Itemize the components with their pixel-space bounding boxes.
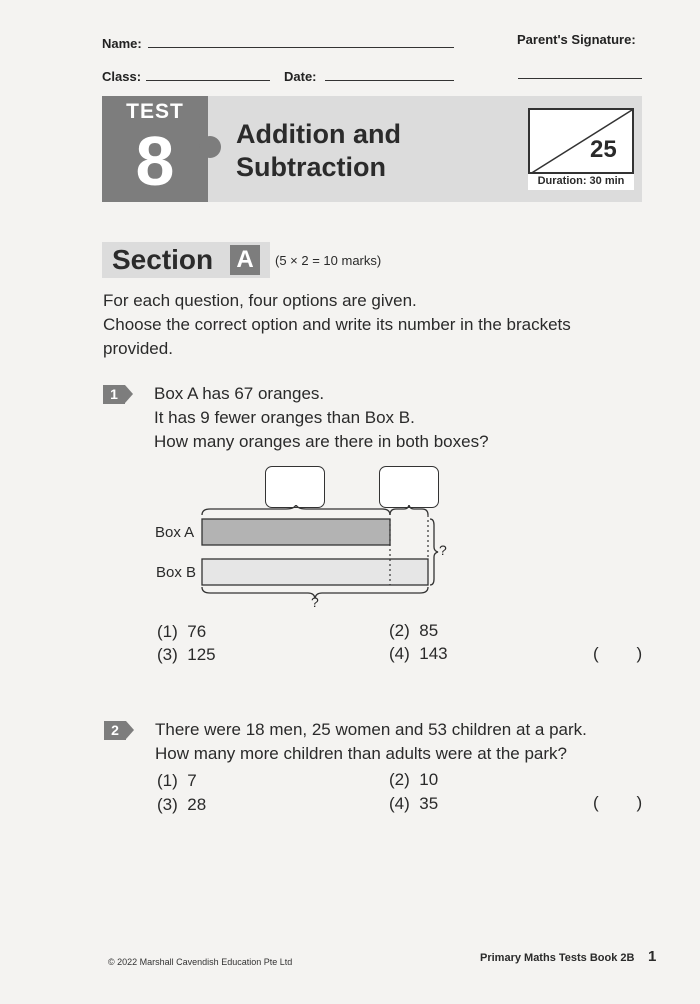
option-value: 28 bbox=[187, 795, 207, 814]
option-value: 76 bbox=[187, 622, 207, 641]
option-value: 35 bbox=[419, 794, 439, 813]
option-value: 125 bbox=[187, 645, 216, 664]
test-label: TEST bbox=[126, 100, 184, 123]
total-marks: 25 bbox=[590, 136, 617, 163]
instructions bbox=[103, 289, 571, 361]
question-line: There were 18 men, 25 women and 53 children at a park. bbox=[155, 720, 587, 739]
section-marks: (5 × 2 = 10 marks) bbox=[275, 253, 382, 268]
option-label: (1) bbox=[157, 622, 178, 641]
bar-question-right: ? bbox=[439, 542, 447, 558]
option-3[interactable] bbox=[157, 795, 206, 815]
option-1[interactable] bbox=[157, 771, 197, 791]
option-4[interactable] bbox=[389, 794, 438, 814]
answer-bracket[interactable]: ( ) bbox=[593, 793, 643, 812]
brace-right bbox=[430, 519, 438, 585]
copyright-text: © 2022 Marshall Cavendish Education Pte Ltd bbox=[108, 957, 293, 967]
date-field[interactable] bbox=[325, 80, 454, 81]
question-line: It has 9 fewer oranges than Box B. bbox=[154, 408, 415, 427]
name-label: Name: bbox=[102, 36, 142, 51]
section-letter: A bbox=[230, 245, 260, 275]
option-value: 7 bbox=[187, 771, 197, 790]
option-value: 143 bbox=[419, 644, 448, 663]
question-line: Box A has 67 oranges. bbox=[154, 384, 325, 403]
option-3[interactable] bbox=[157, 645, 216, 665]
instruction-line: For each question, four options are given. bbox=[103, 291, 417, 310]
bar-box-a bbox=[202, 519, 390, 545]
test-title-line1: Addition and bbox=[236, 119, 401, 149]
signature-field[interactable] bbox=[518, 78, 642, 79]
question-line: How many more children than adults were at the park? bbox=[155, 744, 567, 763]
bar-model-diagram bbox=[150, 505, 470, 615]
test-title-line2: Subtraction bbox=[236, 152, 387, 182]
option-4[interactable] bbox=[389, 644, 448, 664]
section-word: Section bbox=[112, 244, 214, 275]
question-number-badge: 1 bbox=[103, 385, 125, 404]
instruction-line: provided. bbox=[103, 339, 173, 358]
bar-box-b bbox=[202, 559, 428, 585]
option-2[interactable] bbox=[389, 621, 438, 641]
option-1[interactable] bbox=[157, 622, 206, 642]
signature-label: Parent's Signature: bbox=[517, 32, 636, 47]
answer-box-left[interactable] bbox=[265, 466, 325, 508]
brace-difference bbox=[390, 505, 428, 515]
question-number-badge: 2 bbox=[104, 721, 126, 740]
option-value: 85 bbox=[419, 621, 439, 640]
option-label: (3) bbox=[157, 795, 178, 814]
duration-label: Duration: 30 min bbox=[528, 172, 634, 190]
instruction-line: Choose the correct option and write its number in the brackets bbox=[103, 315, 571, 334]
name-field[interactable] bbox=[148, 47, 454, 48]
option-label: (4) bbox=[389, 644, 410, 663]
bar-label-box-b: Box B bbox=[156, 564, 197, 581]
option-label: (2) bbox=[389, 621, 410, 640]
option-label: (1) bbox=[157, 771, 178, 790]
option-2[interactable] bbox=[389, 770, 438, 790]
book-title: Primary Maths Tests Book 2B bbox=[480, 952, 635, 964]
page-number: 1 bbox=[648, 948, 657, 965]
bar-question-bottom: ? bbox=[311, 594, 319, 610]
class-field[interactable] bbox=[146, 80, 270, 81]
badge-arrow-shape bbox=[126, 721, 134, 739]
option-label: (3) bbox=[157, 645, 178, 664]
question-1-text bbox=[154, 382, 489, 454]
test-title bbox=[236, 118, 401, 184]
class-label: Class: bbox=[102, 69, 142, 84]
question-line: How many oranges are there in both boxes? bbox=[154, 432, 489, 451]
question-2-text bbox=[155, 718, 587, 766]
date-label: Date: bbox=[284, 69, 317, 84]
brace-box-a bbox=[202, 505, 390, 515]
test-number: 8 bbox=[135, 122, 175, 200]
answer-box-right[interactable] bbox=[379, 466, 439, 508]
option-value: 10 bbox=[419, 770, 439, 789]
option-label: (4) bbox=[389, 794, 410, 813]
option-label: (2) bbox=[389, 770, 410, 789]
badge-arrow-shape bbox=[125, 385, 133, 403]
bar-label-box-a: Box A bbox=[155, 524, 195, 541]
answer-bracket[interactable]: ( ) bbox=[593, 644, 643, 663]
